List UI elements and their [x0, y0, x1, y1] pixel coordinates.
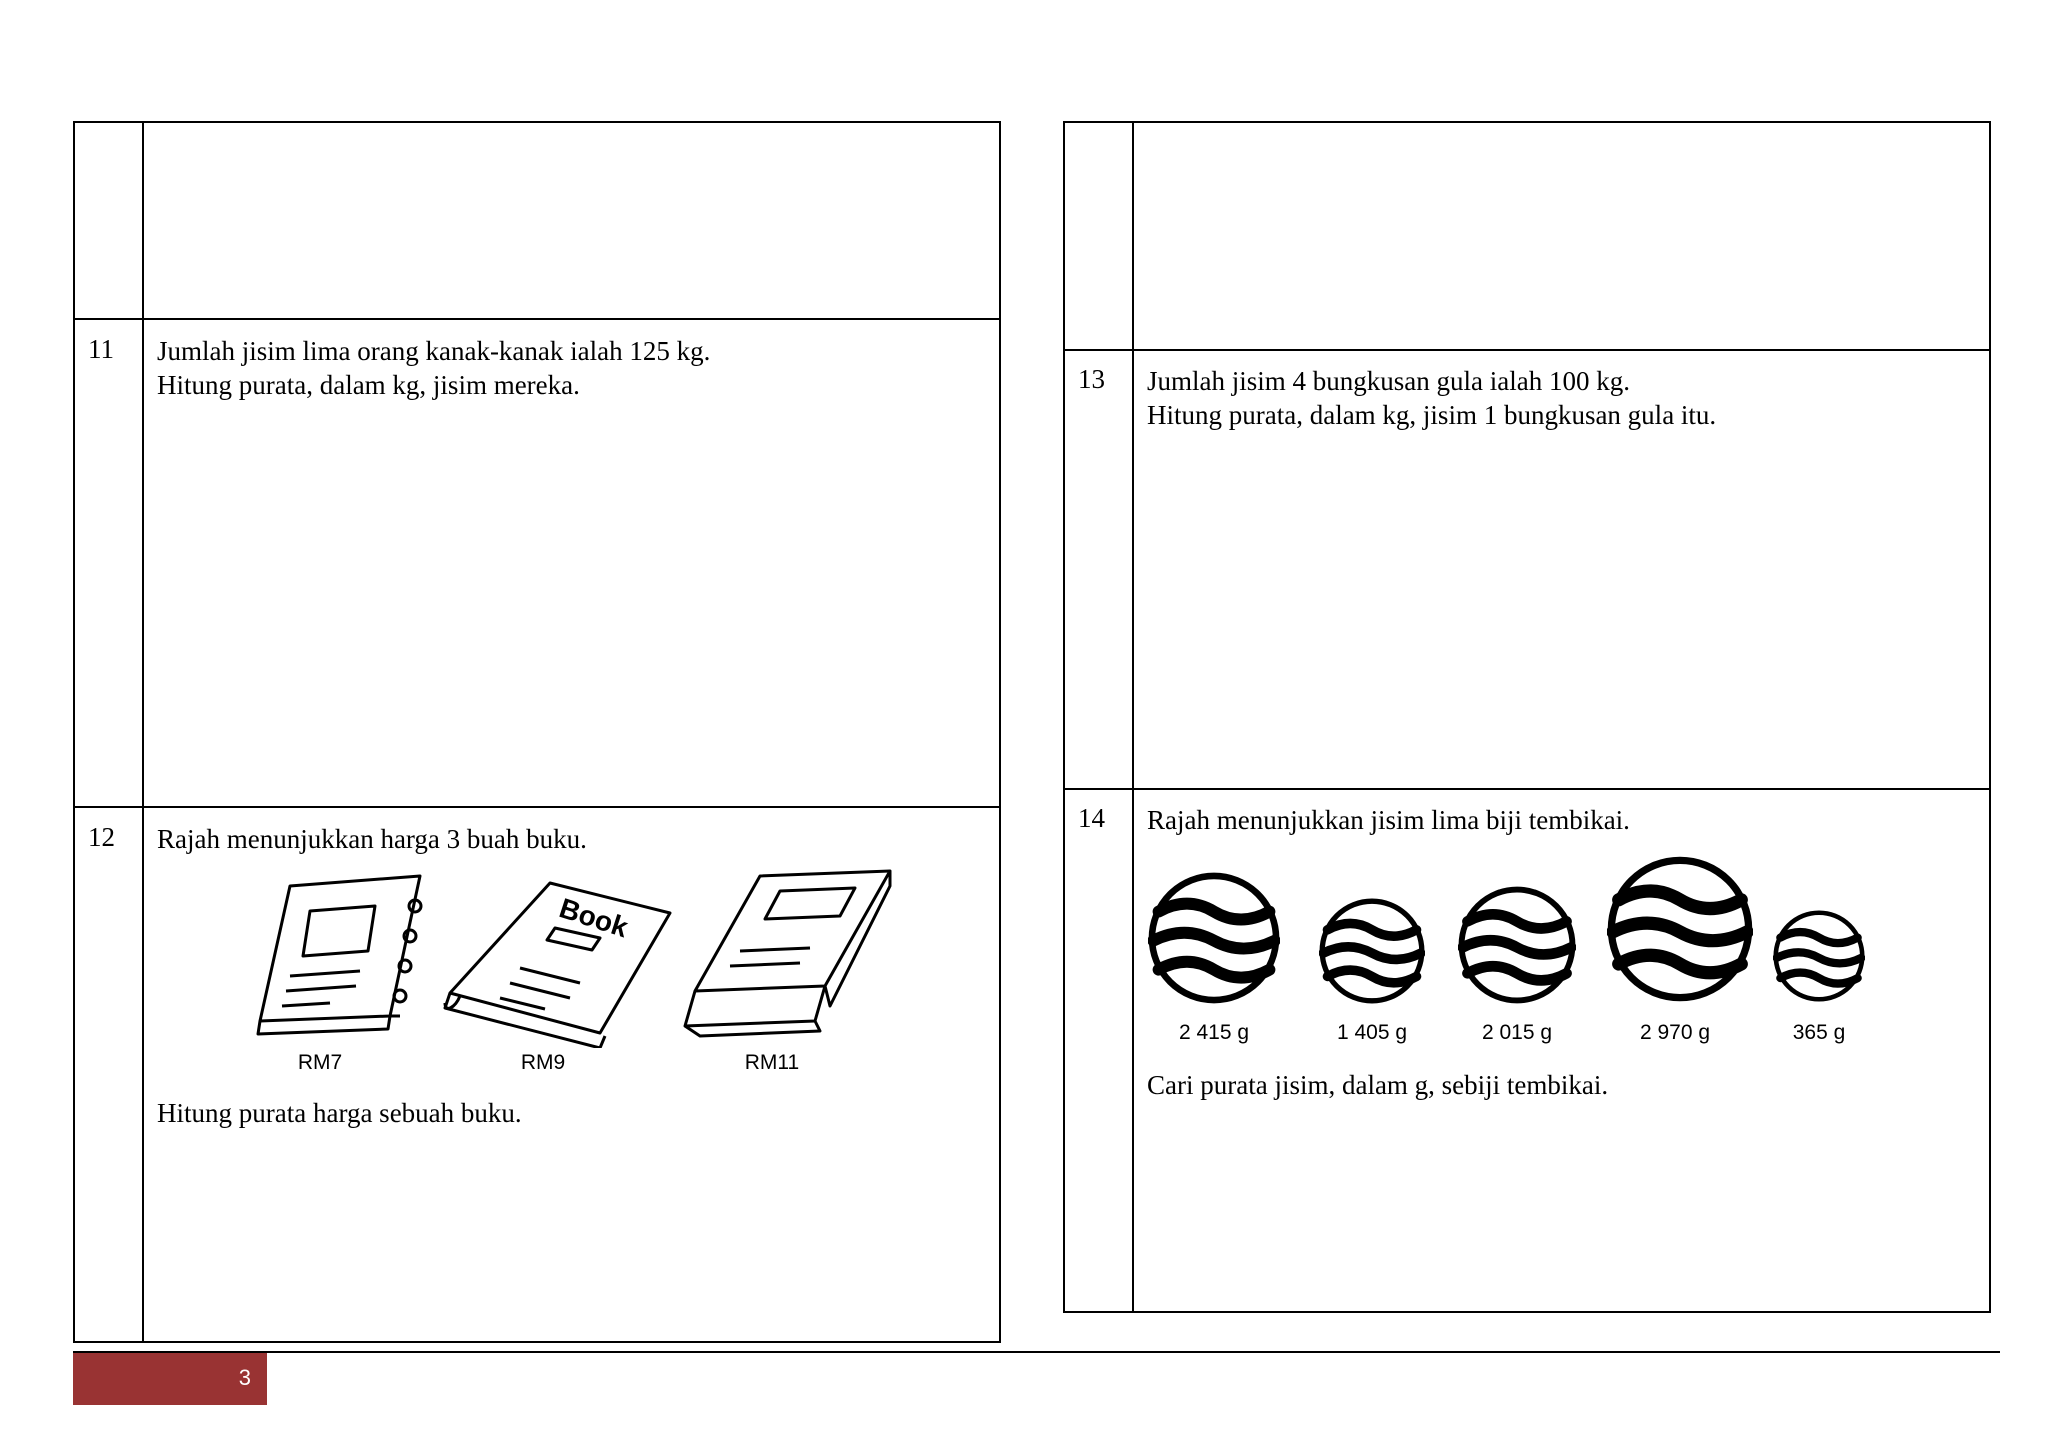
mass-label: 2 970 g — [1639, 1021, 1711, 1044]
watermelon-icon — [1607, 856, 1753, 1002]
question-text: Jumlah jisim lima orang kanak-kanak ialah 125 kg. — [157, 336, 711, 366]
number-column-divider — [1132, 123, 1134, 1311]
question-text: Hitung purata, dalam kg, jisim 1 bungkusan gula itu. — [1147, 400, 1717, 430]
watermelon-icon — [1458, 886, 1576, 1004]
left-question-table — [73, 121, 1001, 1343]
question-text: Hitung purata, dalam kg, jisim mereka. — [157, 370, 580, 400]
open-book-icon — [440, 878, 675, 1048]
question-text: Cari purata jisim, dalam g, sebiji tembikai. — [1147, 1070, 1609, 1100]
question-text: Hitung purata harga sebuah buku. — [157, 1098, 522, 1128]
mass-label: 1 405 g — [1336, 1021, 1408, 1044]
row-divider — [1065, 349, 1989, 351]
row-divider — [75, 318, 999, 320]
question-number: 11 — [88, 334, 114, 364]
closed-book-icon — [680, 866, 895, 1041]
right-question-table — [1063, 121, 1991, 1313]
mass-label: 2 415 g — [1178, 1021, 1250, 1044]
page-number: 3 — [238, 1365, 251, 1390]
row-divider — [1065, 788, 1989, 790]
book-price-label: RM11 — [744, 1051, 800, 1074]
mass-label: 365 g — [1792, 1021, 1846, 1044]
question-text: Rajah menunjukkan harga 3 buah buku. — [157, 824, 587, 854]
page-number-box — [73, 1353, 267, 1405]
watermelon-icon — [1319, 898, 1425, 1004]
book-price-label: RM9 — [520, 1051, 566, 1074]
book-cover-text: Book — [555, 892, 632, 944]
book-price-label: RM7 — [297, 1051, 343, 1074]
number-column-divider — [142, 123, 144, 1341]
row-divider — [75, 806, 999, 808]
question-text: Rajah menunjukkan jisim lima biji tembikai. — [1147, 805, 1630, 835]
watermelon-icon — [1148, 872, 1280, 1004]
question-number: 13 — [1078, 364, 1105, 394]
watermelon-icon — [1773, 910, 1865, 1002]
question-number: 12 — [88, 822, 115, 852]
question-number: 14 — [1078, 803, 1105, 833]
footer-rule — [73, 1351, 2000, 1353]
mass-label: 2 015 g — [1481, 1021, 1553, 1044]
question-text: Jumlah jisim 4 bungkusan gula ialah 100 kg. — [1147, 366, 1630, 396]
spiral-book-icon — [250, 866, 430, 1036]
